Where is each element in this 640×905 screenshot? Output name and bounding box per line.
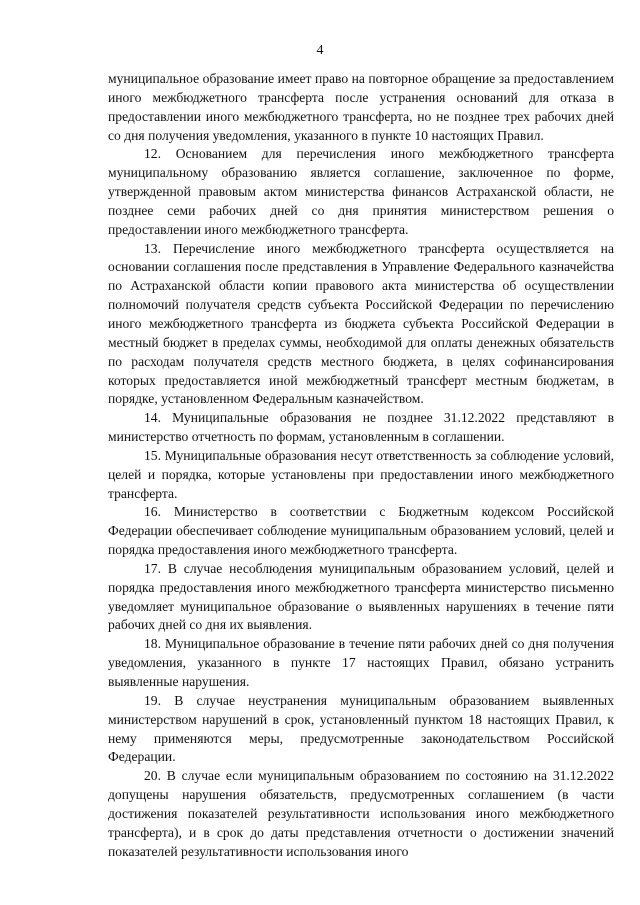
paragraph-19: 19. В случае неустранения муниципальным образованием выявленных министерством нарушений в срок, установленный пунктом 18 настоящих Правил, к нему применяются меры, предусмотренные законодательством Российской Федерации. bbox=[108, 692, 614, 765]
paragraph-16: 16. Министерство в соответствии с Бюджетным кодексом Российской Федерации обеспечивает соблюдение муниципальным образованием условий, целей и порядка предоставления иного межбюджетного трансферта. bbox=[108, 504, 614, 558]
paragraph-14: 14. Муниципальные образования не позднее 31.12.2022 представляют в министерство отчетность по формам, установленным в соглашении. bbox=[108, 410, 614, 445]
paragraph-13: 13. Перечисление иного межбюджетного трансферта осуществляется на основании соглашения после представления в Управление Федерального казначейства по Астраханской области копии правового акта министерства об осуществлении полномочий получателя средств субъекта Российской Федерации по перечислению иного межбюджетного трансферта из бюджета субъекта Российской Федерации в местный бюджет в пределах суммы, необходимой для оплаты денежных обязательств по расходам получателя средств местного бюджета, в целях софинансирования которых предоставляется иной межбюджетный трансферт местным бюджетам, в порядке, установленном Федеральным казначейством. bbox=[108, 240, 614, 407]
paragraph-12: 12. Основанием для перечисления иного межбюджетного трансферта муниципальному образованию является соглашение, заключенное по форме, утвержденной правовым актом министерства финансов Астраханской области, не позднее семи рабочих дней со дня принятия министерством решения о предоставлении иного межбюджетного трансферта. bbox=[108, 146, 614, 237]
paragraph-15: 15. Муниципальные образования несут ответственность за соблюдение условий, целей и порядка, которые установлены при предоставлении иного межбюджетного трансферта. bbox=[108, 447, 614, 501]
paragraph-continuation: муниципальное образование имеет право на повторное обращение за предоставлением иного межбюджетного трансферта после устранения оснований для отказа в предоставлении иного межбюджетного трансферта, но не позднее трех рабочих дней со дня получения уведомления, указанного в пункте 10 настоящих Правил. bbox=[108, 71, 614, 143]
paragraph-20: 20. В случае если муниципальным образованием по состоянию на 31.12.2022 допущены нарушения обязательств, предусмотренных соглашением (в части достижения показателей результативности использования иного межбюджетного трансферта), и в срок до даты представления отчетности о достижении значений показателей результативности использования иного bbox=[108, 768, 614, 859]
paragraph-18: 18. Муниципальное образование в течение пяти рабочих дней со дня получения уведомления, указанного в пункте 17 настоящих Правил, обязано устранить выявленные нарушения. bbox=[108, 636, 614, 689]
document-body bbox=[108, 44, 614, 861]
paragraph-17: 17. В случае несоблюдения муниципальным образованием условий, целей и порядка предоставления иного межбюджетного трансферта министерство письменно уведомляет муниципальное образование о выявленных нарушениях в течение пяти рабочих дней со дня их выявления. bbox=[108, 560, 614, 633]
page-number: 4 bbox=[316, 43, 324, 58]
